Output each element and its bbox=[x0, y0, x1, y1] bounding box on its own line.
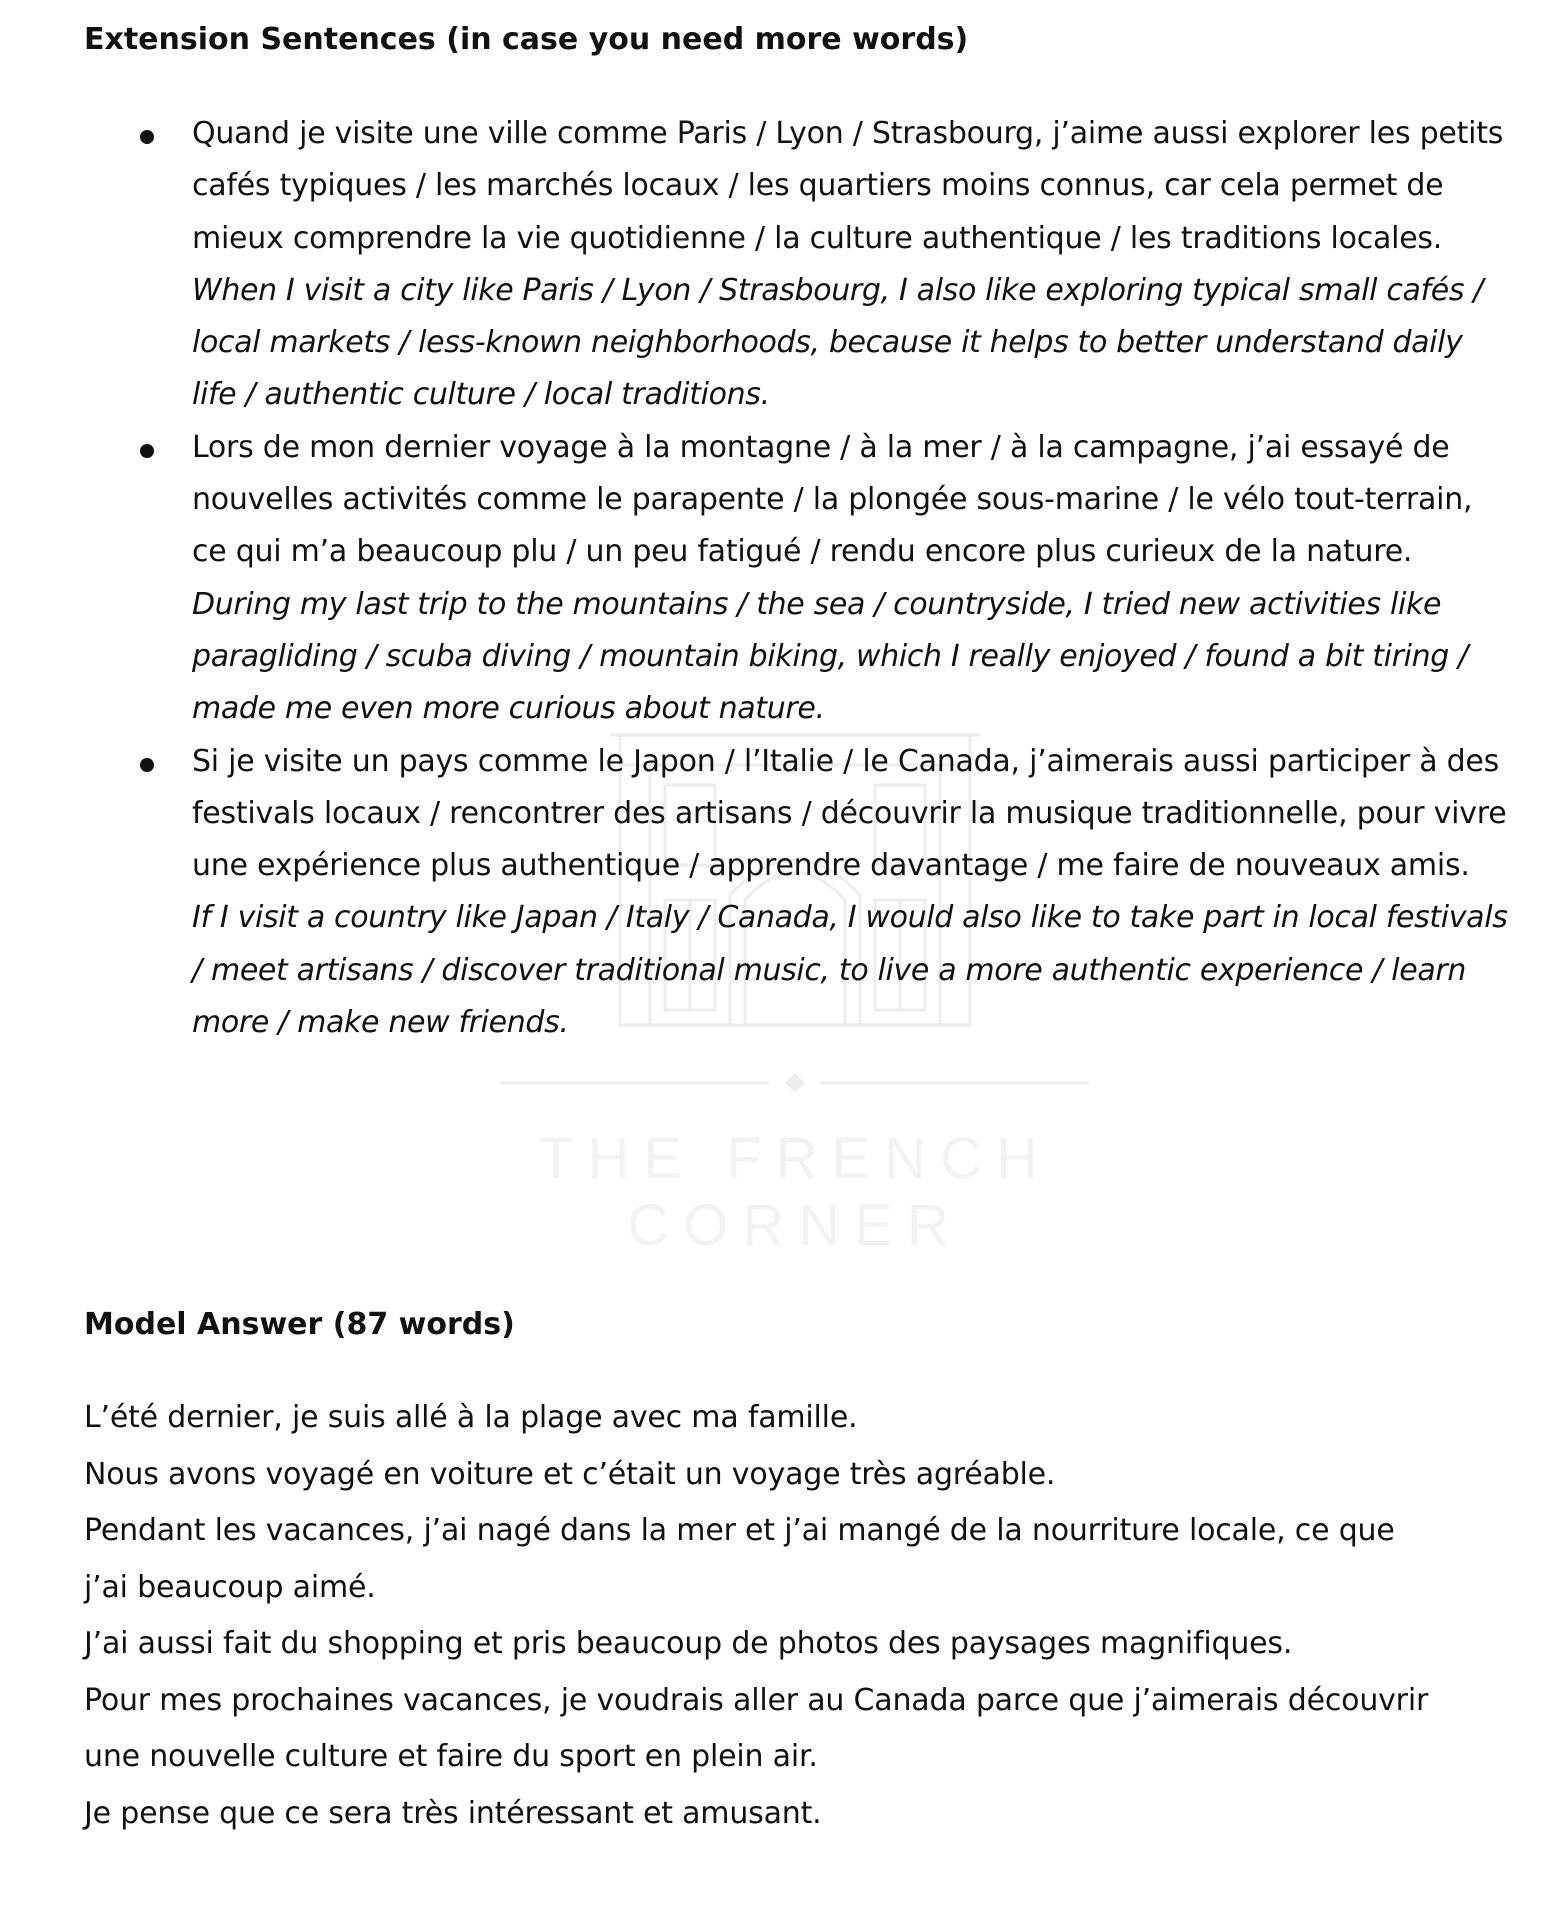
model-answer-line: Nous avons voyagé en voiture et c’était un voyage très agréable. bbox=[84, 1456, 1056, 1492]
model-answer-line: J’ai aussi fait du shopping et pris beaucoup de photos des paysages magnifiques. bbox=[84, 1626, 1293, 1661]
model-answer-heading: Model Answer (87 words) bbox=[84, 1307, 515, 1342]
model-answer-line: L’été dernier, je suis allé à la plage avec ma famille. bbox=[84, 1400, 858, 1435]
model-answer-text bbox=[84, 1390, 1514, 1842]
bullet-icon bbox=[140, 758, 154, 772]
extension-list bbox=[84, 108, 1514, 1049]
extension-heading: Extension Sentences (in case you need more words) bbox=[84, 22, 969, 57]
english-translation: If I visit a country like Japan / Italy / Canada, I would also like to take part in local festivals / meet artisans / discover traditional music, to live a more authentic experience / learn more / make new friends. bbox=[192, 900, 1508, 1041]
english-translation: During my last trip to the mountains / the sea / countryside, I tried new activities like paragliding / scuba diving / mountain biking, which I really enjoyed / found a bit tiring / made me even more curious about nature. bbox=[192, 586, 1468, 727]
list-item bbox=[84, 108, 1514, 422]
watermark-text: THE FRENCH CORNER bbox=[538, 1126, 1052, 1258]
french-sentence: Si je visite un pays comme le Japon / l’Italie / le Canada, j’aimerais aussi participer à des festivals locaux / rencontrer des artisans / découvrir la musique traditionnelle, pour vivre une expérience plus authentique / apprendre davantage / me faire de nouveaux amis. bbox=[192, 743, 1507, 884]
model-answer-line: Pour mes prochaines vacances, je voudrais aller au Canada parce que j’aimerais découvrir bbox=[84, 1682, 1429, 1718]
model-answer-line: j’ai beaucoup aimé. bbox=[84, 1569, 376, 1605]
bullet-icon bbox=[140, 130, 154, 144]
model-answer-line: Je pense que ce sera très intéressant et amusant. bbox=[84, 1795, 822, 1831]
french-sentence: Quand je visite une ville comme Paris / Lyon / Strasbourg, j’aime aussi explorer les petits cafés typiques / les marchés locaux / les quartiers moins connus, car cela permet de mieux comprendre la vie quotidienne / la culture authentique / les traditions locales. bbox=[192, 116, 1504, 256]
model-answer-line: une nouvelle culture et faire du sport en plein air. bbox=[84, 1739, 818, 1774]
french-sentence: Lors de mon dernier voyage à la montagne / à la mer / à la campagne, j’ai essayé de nouvelles activités comme le parapente / la plongée sous-marine / le vélo tout-terrain, ce qui m’a beaucoup plu / un peu fatigué / rendu encore plus curieux de la nature. bbox=[192, 429, 1473, 570]
model-answer-line: Pendant les vacances, j’ai nagé dans la mer et j’ai mangé de la nourriture locale, ce que bbox=[84, 1513, 1395, 1548]
list-item bbox=[84, 736, 1514, 1050]
english-translation: When I visit a city like Paris / Lyon / Strasbourg, I also like exploring typical small cafés / local markets / less-known neighborhoods, because it helps to better understand daily life / authentic culture / local traditions. bbox=[192, 272, 1484, 413]
bullet-icon bbox=[140, 444, 154, 458]
list-item bbox=[84, 422, 1514, 736]
